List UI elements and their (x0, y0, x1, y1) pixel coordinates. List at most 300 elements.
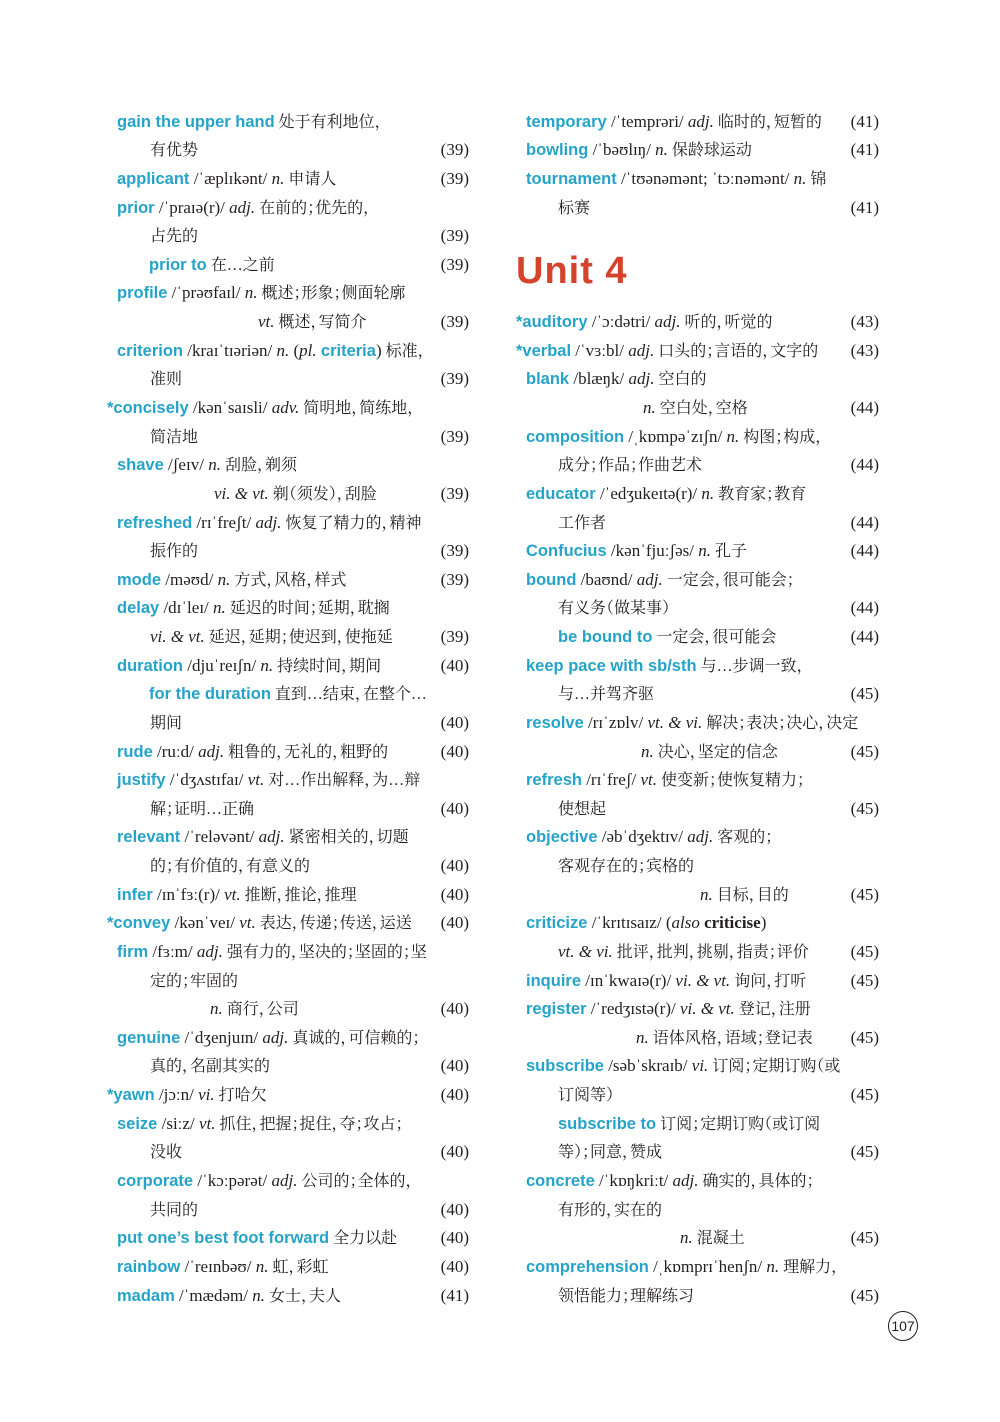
definition: 听的，听觉的 (680, 314, 773, 332)
phrase-entry-line (0, 623, 1000, 652)
page-reference: (39) (440, 140, 469, 160)
definition: 一定会，很可能会； (662, 571, 795, 589)
continuation-line (0, 852, 1000, 881)
line-text (526, 766, 805, 796)
part-of-speech: n. (271, 168, 285, 188)
line-text (526, 709, 858, 739)
vocab-entry-line (0, 108, 1000, 137)
page-reference: (39) (440, 426, 469, 446)
line-text (516, 308, 773, 338)
headword: gain the upper hand (117, 112, 275, 131)
phonetic: /ˈprəʊfaɪl/ (167, 283, 245, 303)
page-reference: (40) (440, 1056, 469, 1076)
phonetic: /ˈmædəm/ (174, 1285, 253, 1305)
page-reference: (41) (850, 140, 879, 160)
page-reference: (39) (440, 627, 469, 647)
page-reference: (45) (850, 1285, 879, 1305)
headword: prior to (149, 255, 207, 274)
line-text (117, 279, 405, 309)
definition: 混凝土 (692, 1230, 745, 1248)
part-of-speech: adj. (654, 312, 681, 332)
phrase-entry-line (0, 251, 1000, 280)
vocab-entry-line (0, 279, 1000, 308)
definition: 抓住，把握；捉住，夺；攻占； (215, 1115, 404, 1133)
vocab-entry-line (0, 967, 1000, 996)
page-reference: (39) (440, 369, 469, 389)
page-reference: (45) (850, 1142, 879, 1162)
headword: infer (117, 885, 153, 904)
line-text (641, 738, 778, 768)
definition: 口头的；言语的，文字的 (654, 342, 819, 360)
phonetic: /rɪˈfreʃt/ (192, 512, 256, 532)
definition: 标赛 (558, 199, 591, 217)
part-of-speech: adj. (258, 827, 285, 847)
definition: 与…步调一致， (696, 657, 805, 675)
definition: 成分；作品；作曲艺术 (558, 457, 703, 475)
phonetic: /ˈtʊənəmənt; ˈtɔːnəmənt/ (616, 168, 794, 188)
headword: *yawn (107, 1086, 155, 1105)
part-of-speech: vi. & vt. (675, 970, 731, 990)
definition: 客观的； (713, 829, 774, 847)
definition: 紧密相关的，切题 (284, 829, 409, 847)
definition: 定的；牢固的 (150, 972, 239, 990)
vocab-entry-line (0, 537, 1000, 566)
definition: 教育家；教育 (714, 485, 807, 503)
page-reference: (40) (440, 1085, 469, 1105)
page-reference: (40) (440, 798, 469, 818)
definition: 延迟的时间；延期，耽搁 (225, 600, 390, 618)
line-text (558, 509, 606, 539)
vocab-entry-line (0, 709, 1000, 738)
line-text (526, 909, 766, 938)
definition: 全力以赴 (329, 1230, 398, 1248)
phonetic: /kraɪˈtɪəriən/ (183, 340, 277, 360)
part-of-speech: n. (276, 340, 290, 360)
headword: temporary (526, 112, 607, 131)
line-text (700, 881, 789, 911)
line-text (526, 365, 707, 395)
phonetic: /ˈbəʊlɪŋ/ (588, 140, 656, 160)
line-text (558, 194, 590, 224)
headword: *auditory (516, 313, 588, 332)
definition: 简洁地 (150, 428, 199, 446)
part-of-speech: n. (210, 999, 223, 1019)
phonetic: /kənˈveɪ/ (170, 913, 240, 933)
page-reference: (40) (440, 712, 469, 732)
headword: rainbow (117, 1257, 181, 1276)
headword: composition (526, 427, 625, 446)
vocab-entry-line (0, 480, 1000, 509)
headword: *convey (107, 914, 171, 933)
phonetic: /djuˈreɪʃn/ (183, 655, 261, 675)
page-reference: (40) (440, 741, 469, 761)
headword: madam (117, 1286, 175, 1305)
headword: keep pace with sb/sth (526, 656, 697, 675)
vocab-entry-line (0, 1052, 1000, 1081)
line-text (526, 823, 773, 853)
page-reference: (45) (850, 684, 879, 704)
part-of-speech: adj. (196, 941, 223, 961)
sense-line (0, 738, 1000, 767)
phonetic: /məʊd/ (161, 569, 218, 589)
phonetic: /baʊnd/ (576, 569, 637, 589)
definition: 持续时间，期间 (273, 657, 382, 675)
vocab-entry-line (0, 1167, 1000, 1196)
part-of-speech: vi. & vt. (150, 627, 205, 647)
part-of-speech: adj. (687, 111, 714, 131)
definition: 处于有利地位， (274, 113, 383, 131)
page-reference: (39) (440, 226, 469, 246)
line-text (558, 680, 654, 710)
line-text (526, 1253, 839, 1283)
headword: bound (526, 570, 577, 589)
part-of-speech: vi. (691, 1056, 709, 1076)
headword: resolve (526, 713, 584, 732)
page-reference: (39) (440, 312, 469, 332)
definition: 解；证明…正确 (150, 800, 255, 818)
definition: 准则 (150, 371, 183, 389)
definition: 语体风格，语域；登记表 (648, 1029, 813, 1047)
page-reference: (39) (440, 254, 469, 274)
headword: comprehension (526, 1257, 649, 1276)
headword: seize (117, 1114, 158, 1133)
phonetic: /ˈɔːdətri/ (587, 312, 655, 332)
definition: 有义务（做某事） (558, 600, 671, 618)
page-reference: (40) (440, 1142, 469, 1162)
page-reference: (45) (850, 1027, 879, 1047)
continuation-line (0, 194, 1000, 223)
part-of-speech: vi. & vt. (214, 483, 269, 503)
definition: 直到…结束，在整个… (270, 686, 427, 704)
headword: *verbal (516, 341, 572, 360)
page-reference: (40) (440, 913, 469, 933)
page-reference: (40) (440, 856, 469, 876)
phonetic: /ˈtemprəri/ (606, 111, 688, 131)
line-text (516, 337, 818, 367)
headword: blank (526, 370, 570, 389)
headword: refresh (526, 771, 582, 790)
part-of-speech: adj. (229, 197, 256, 217)
headword: for the duration (149, 685, 271, 704)
headword: *concisely (107, 398, 189, 417)
definition: 对…作出解释，为…辩 (264, 772, 421, 790)
headword: refreshed (117, 513, 193, 532)
vocab-entry-line (0, 823, 1000, 852)
part-of-speech: adj. (255, 512, 282, 532)
definition: 占先的 (150, 228, 199, 246)
phonetic: /ˈæplɪkənt/ (189, 168, 272, 188)
headword: register (526, 1000, 587, 1019)
continuation-line (0, 451, 1000, 480)
page-reference: (45) (850, 1228, 879, 1248)
part-of-speech: vt. (224, 884, 241, 904)
headword: be bound to (558, 628, 653, 647)
continuation-line (0, 222, 1000, 251)
part-of-speech: n. (766, 1256, 780, 1276)
part-of-speech: adj. (262, 1027, 289, 1047)
part-of-speech: adj. (628, 340, 655, 360)
definition: 订阅；定期订购（或订阅 (656, 1115, 821, 1133)
part-of-speech: n. (700, 884, 713, 904)
headword: objective (526, 828, 598, 847)
phonetic: /ˈreləvənt/ (180, 827, 259, 847)
definition: 决心，坚定的信念 (653, 743, 778, 761)
page-reference: (44) (850, 598, 879, 618)
line-text (558, 938, 809, 968)
line-text (558, 795, 606, 825)
part-of-speech: vi. (198, 1085, 215, 1105)
definition: 恢复了精力的，精神 (281, 514, 422, 532)
vocab-entry-line (0, 165, 1000, 194)
part-of-speech: n. (217, 569, 231, 589)
headword: delay (117, 599, 160, 618)
continuation-line (0, 1138, 1000, 1167)
phonetic: /əbˈdʒektɪv/ (597, 827, 688, 847)
phonetic: ) (375, 340, 382, 360)
definition: 询问，打听 (730, 972, 807, 990)
line-text (526, 480, 806, 510)
phonetic: /blæŋk/ (569, 369, 629, 389)
continuation-line (0, 1196, 1000, 1225)
part-of-speech: n. (260, 655, 274, 675)
headword: applicant (117, 169, 190, 188)
phonetic: /ˈkrɪtɪsaɪz/ ( (587, 913, 672, 933)
starred-entry-line (0, 337, 1000, 366)
page-reference: (39) (440, 569, 469, 589)
page-reference: (39) (440, 168, 469, 188)
sense-line (0, 1024, 1000, 1053)
phonetic: /ˈedʒukeɪtə(r)/ (595, 483, 702, 503)
page-reference: (41) (440, 1285, 469, 1305)
part-of-speech: n. (208, 455, 221, 475)
page-reference: (45) (850, 970, 879, 990)
line-text (643, 394, 748, 424)
phonetic: /ˈvɜːbl/ (571, 340, 629, 360)
line-text (636, 1024, 813, 1054)
definition: 的；有价值的，有意义的 (150, 858, 311, 876)
line-text (526, 165, 826, 195)
definition: 空白的 (654, 371, 707, 389)
definition: 空白处，空格 (655, 399, 748, 417)
line-text (558, 1081, 614, 1111)
headword: concrete (526, 1171, 595, 1190)
phonetic: /səbˈskraɪb/ (603, 1056, 692, 1076)
definition: 订阅；定期订购（或 (708, 1058, 841, 1076)
phonetic: /jɔːn/ (154, 1085, 199, 1105)
definition: 在…之前 (206, 256, 275, 274)
line-text (558, 1138, 662, 1168)
headword: inquire (526, 971, 582, 990)
continuation-line (0, 680, 1000, 709)
phonetic: /ˈreɪnbəʊ/ (180, 1256, 256, 1276)
part-of-speech: vt. (198, 1113, 216, 1133)
definition: 使变新；使恢复精力； (657, 772, 806, 790)
page-reference: (39) (440, 483, 469, 503)
page-reference: (40) (440, 1228, 469, 1248)
vocab-entry-line (0, 566, 1000, 595)
page-reference: (43) (850, 312, 879, 332)
phonetic: /ˈdʒenjuɪn/ (180, 1027, 263, 1047)
vocab-entry-line (0, 909, 1000, 938)
part-of-speech: vt. (247, 770, 265, 790)
definition: 解决；表决；决心，决定 (702, 714, 859, 732)
definition: 共同的 (150, 1201, 199, 1219)
part-of-speech: n. (726, 426, 740, 446)
phonetic: ) (760, 913, 767, 933)
page-reference: (45) (850, 884, 879, 904)
headword: Confucius (526, 542, 607, 561)
page-reference: (44) (850, 541, 879, 561)
phrase-entry-line (0, 1110, 1000, 1139)
page-reference: (43) (850, 340, 879, 360)
phonetic: /ˌkɒmprɪˈhenʃn/ (648, 1256, 767, 1276)
vocab-entry-line (0, 766, 1000, 795)
definition: 简明地，简练地， (299, 399, 416, 417)
line-text (149, 251, 275, 281)
vocab-entry-line (0, 423, 1000, 452)
line-text (558, 594, 670, 624)
definition: 推断，推论，推理 (240, 886, 357, 904)
part-of-speech: pl. (299, 340, 317, 360)
sense-line (0, 881, 1000, 910)
alt-form: criticise (704, 913, 761, 933)
continuation-line (0, 509, 1000, 538)
page-reference: (45) (850, 941, 879, 961)
vocab-entry-line (0, 365, 1000, 394)
continuation-line (0, 594, 1000, 623)
phonetic: /ˈdʒʌstɪfaɪ/ (165, 770, 248, 790)
part-of-speech: n. (252, 1285, 265, 1305)
line-text (526, 423, 823, 453)
headword: criteria (320, 341, 376, 360)
page-reference: (40) (440, 884, 469, 904)
part-of-speech: n. (255, 1256, 269, 1276)
definition: 使想起 (558, 800, 607, 818)
headword: genuine (117, 1028, 181, 1047)
phonetic: /ˈkɒŋkriːt/ (594, 1170, 673, 1190)
line-text (680, 1224, 745, 1254)
headword: educator (526, 484, 596, 503)
definition: 期间 (150, 714, 183, 732)
definition: 概述，写简介 (274, 314, 367, 332)
headword: corporate (117, 1171, 194, 1190)
continuation-line (0, 1081, 1000, 1110)
definition: 商行，公司 (222, 1001, 299, 1019)
line-text (526, 108, 822, 138)
phonetic: /dɪˈleɪ/ (159, 598, 214, 618)
line-text (526, 136, 752, 166)
part-of-speech: n. (244, 283, 258, 303)
definition: 登记，注册 (734, 1001, 811, 1019)
part-of-speech: adj. (271, 1170, 298, 1190)
headword: criterion (117, 341, 184, 360)
part-of-speech: vt. & vi. (558, 941, 613, 961)
line-text (526, 1052, 840, 1082)
vocab-entry-line (0, 1253, 1000, 1282)
phonetic: /rɪˈfreʃ/ (581, 770, 641, 790)
page-reference: (44) (850, 397, 879, 417)
definition: 目标，目的 (712, 886, 789, 904)
line-text (526, 566, 795, 596)
part-of-speech: n. (701, 483, 715, 503)
part-of-speech: n. (636, 1027, 649, 1047)
page-number-badge: 107 (888, 1311, 918, 1341)
part-of-speech: vt. (258, 312, 275, 332)
definition: 强有力的，坚决的；坚固的；坚 (222, 943, 427, 961)
part-of-speech: n. (793, 168, 807, 188)
headword: put one’s best foot forward (117, 1229, 330, 1248)
definition: 延迟，延期；使迟到，使拖延 (204, 629, 393, 647)
line-text (558, 623, 776, 653)
continuation-line (0, 938, 1000, 967)
unit-heading: Unit 4 (516, 250, 628, 292)
page-reference: (44) (850, 455, 879, 475)
definition: 标准， (381, 342, 426, 360)
definition: 客观存在的；宾格的 (558, 858, 695, 876)
definition: 女士，夫人 (264, 1287, 341, 1305)
definition: 领悟能力；理解练习 (558, 1287, 695, 1305)
phonetic: /ˌkɒmpəˈzɪʃn/ (624, 426, 727, 446)
phonetic: /rɪˈzɒlv/ (583, 712, 648, 732)
page-reference: (40) (440, 1256, 469, 1276)
definition: 保龄球运动 (667, 142, 752, 160)
definition: 确实的，具体的； (698, 1172, 815, 1190)
headword: subscribe to (558, 1114, 657, 1133)
phonetic: /fɜːm/ (148, 941, 197, 961)
definition: 构图；构成， (739, 428, 824, 446)
vocab-entry-line (0, 995, 1000, 1024)
headword: firm (117, 942, 149, 961)
page-reference: (40) (440, 999, 469, 1019)
definition: 公司的；全体的， (297, 1172, 414, 1190)
page-reference: (45) (850, 741, 879, 761)
line-text (526, 537, 747, 567)
line-text (526, 995, 811, 1025)
definition: 临时的，短暂的 (713, 113, 822, 131)
definition: 虹，彩虹 (268, 1258, 329, 1276)
continuation-line (0, 795, 1000, 824)
part-of-speech: n. (641, 741, 654, 761)
part-of-speech: adv. (271, 397, 300, 417)
phonetic: ( (289, 340, 300, 360)
definition: 真的，名副其实的 (150, 1058, 271, 1076)
page-reference: (40) (440, 655, 469, 675)
page-reference: (41) (850, 111, 879, 131)
headword: justify (117, 771, 166, 790)
definition: 振作的 (150, 543, 199, 561)
headword: tournament (526, 169, 617, 188)
continuation-line (0, 1282, 1000, 1311)
page-reference: (40) (440, 1199, 469, 1219)
part-of-speech: adj. (687, 827, 714, 847)
part-of-speech: vt. & vi. (647, 712, 703, 732)
definition: 锦 (806, 170, 827, 188)
phonetic: /siːz/ (157, 1113, 199, 1133)
line-text (526, 652, 805, 682)
definition: 在前的；优先的， (255, 199, 372, 217)
page-reference: (45) (850, 798, 879, 818)
part-of-speech: adj. (672, 1170, 699, 1190)
part-of-speech: adj. (628, 369, 655, 389)
phonetic: /ˈpraɪə(r)/ (154, 197, 230, 217)
definition: 表达，传递；传送，运送 (255, 915, 412, 933)
line-text (150, 222, 198, 252)
headword: prior (117, 198, 155, 217)
headword: criticize (526, 914, 588, 933)
phonetic: /kənˈfjuːʃəs/ (606, 541, 699, 561)
headword: shave (117, 456, 164, 475)
page-reference: (41) (850, 197, 879, 217)
